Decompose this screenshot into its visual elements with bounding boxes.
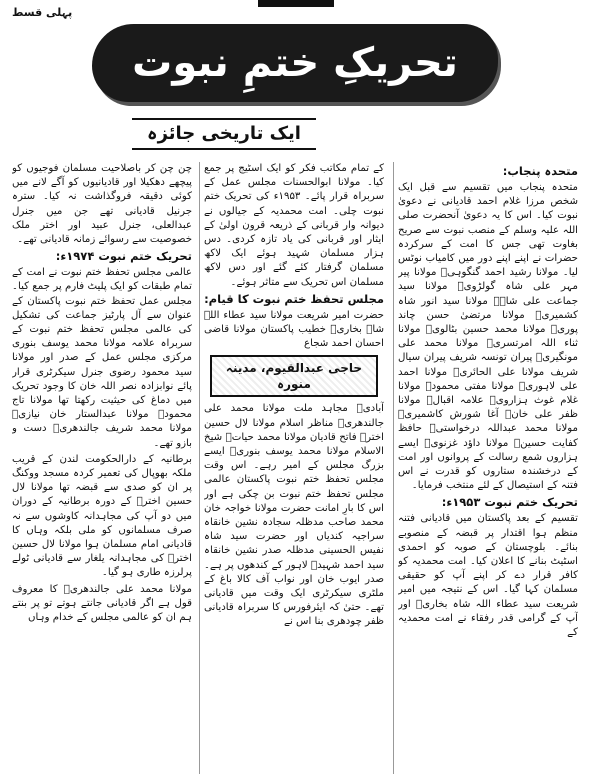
page-title: تحریکِ ختمِ نبوت (132, 40, 458, 86)
title-banner (92, 24, 498, 102)
article-paragraph: برطانیہ کے دارالحکومت لندن کے قریب ملکہ بھوپال کی تعمیر کردہ مسجد ووکنگ پر ان کو صدی سے قبضہ تھا مولانا لال حسین اخترؒ کے دورہ برطانیہ کے دوران میں دو آپ کی مجاہدانہ کاوشوں سے نہ صرف مسلمانوں کو ملی بلکہ وہاں کا قادیانی امام مسلمان ہوا مولانا لال حسین اخترؒ کی مجاہدانہ یلغار سے قادیانی ٹولے پرلرزہ طاری ہو گیا۔ (12, 453, 192, 579)
page-subtitle: ایک تاریخی جائزہ (147, 123, 301, 144)
author-byline-box: حاجی عبدالقیوم، مدینہ منورہ (210, 355, 378, 397)
article-column-right (398, 162, 578, 774)
article-paragraph: عالمی مجلس تحفظ ختم نبوت نے امت کے تمام طبقات کو ایک پلیٹ فارم پر جمع کیا۔ مجلس عمل تحفظ ختم نبوت پاکستان کے عنوان سے آل پارٹیز جماعت کی تشکیل کی عالمی مجلس تحفظ ختم نبوت کے سربراہ علامہ مولانا محمد یوسف بنوری مرکزی مجلس عمل کے صدر اور مولانا سید محمود رضوی جنرل سیکرٹری قرار پائے نوابزادہ نصر اللہ خان کا وجود تحریک میں دماغ کی حیثیت رکھتا تھا مولانا تاج محمودؒ مولانا عبدالستار خان نیازیؒ مولانا محمد شریف جالندھریؒ دست و بازو تھے۔ (12, 267, 192, 449)
top-tab-bar (258, 0, 334, 7)
article-paragraph: مولانا محمد علی جالندھریؒ کا معروف قول ہے اگر قادیانی جانتے ہوتے تو پر بنتے ہم ان کو عالمی مجلس کے خدام وہاں (12, 583, 192, 624)
article-paragraph: تقسیم کے بعد پاکستان میں قادیانی فتنہ منظم ہوا اقتدار پر قبضہ کے منصوبے بنائے۔ بلوچستان کے صوبہ کو احمدی اسٹیٹ بنانے کا اعلان کیا۔ امت محمدیہ کو کافر قرار دے کر اپنے آپ کو حقیقی مسلمان کہا گیا۔ اس کے نتیجہ میں امیر شریعت سید عطاء اللہ شاہ بخاریؒ اور آپ کے گرامی قدر رفقاء نے امت محمدیہ کے (398, 513, 578, 639)
article-paragraph: متحدہ پنجاب میں تقسیم سے قبل ایک شخص مرزا غلام احمد قادیانی نے دعویٰ نبوت کیا۔ اس کا یہ دعویٰ آنحضرت صلی اللہ علیہ وسلم کے منصب نبوت سے صریح بغاوت تھی جس کا امت کے سرکردہ حضرات نے اپنے اپنے دور میں کامیاب نوٹس لیا۔ مولانا رشید احمد گنگوہیؒ مولانا پیر مہر علی شاہ گولڑویؒ مولانا سید جماعت علی شاہؒ مولانا سید انور شاہ کشمیریؒ مولانا مرتضیٰ حسن چاند پوریؒ مولانا محمد حسین بٹالویؒ مولانا ثناء اللہ امرتسریؒ مولانا محمد علی مونگیریؒ پیران تونسہ شریف پیران سیال شریف مولانا علی الحائریؒ مولانا احمد علی لاہوریؒ مولانا مفتی محمودؒ مولانا غلام غوث ہزارویؒ علامہ اقبالؒ مولانا ظفر علی خانؒ آغا شورش کاشمیریؒ مولانا محمد عبداللہ درخواستیؒ حافظ کفایت حسینؒ مولانا داؤد غزنویؒ ایسے ہزاروں شمع رسالت کے پروانوں اور امت کے درخشندہ ستاروں کو قدرت نے اس فتنہ کے استیصال کے لئے منتخب فرمایا۔ (398, 182, 578, 492)
subtitle-banner (132, 118, 316, 150)
section-heading: متحدہ پنجاب: (502, 164, 578, 178)
episode-label: پہلی قسط (12, 6, 73, 19)
article-column-middle (204, 162, 384, 774)
article-paragraph: آبادیؒ مجاہد ملت مولانا محمد علی جالندھریؒ مناظر اسلام مولانا لال حسین اخترؒ فاتح قادیان مولانا محمد حیاتؒ شیخ الاسلام مولانا محمد یوسف بنوریؒ ایسے بزرگ مجلس کے امیر رہے۔ اس وقت مجلس تحفظ ختم نبوت پاکستان عالمی مجلس تحفظ ختم نبوت بن چکی ہے اور اس کا بارِ امانت حضرت مولانا خواجہ خان محمد صاحب مدظلہ سجادہ نشین خانقاہ سراجیہ کندیاں اور حضرت سید شاہ نفیس الحسینی مدظلہ صدر نشین خانقاہ سید احمد شہیدؒ لاہور کے کندھوں پر ہے۔ صدر ایوب خان اور نواب آف کالا باغ کے ملٹری سیکرٹری ایک وقت میں قادیانی تھے۔ حتیٰ کہ ایئرفورس کا سربراہ قادیانی ظفر چودھری بنا اس نے (204, 403, 384, 628)
article-paragraph: کے تمام مکاتب فکر کو ایک اسٹیج پر جمع کیا۔ مولانا ابوالحسنات مجلس عمل کے سربراہ قرار پائے۔ ۱۹۵۳ء کی تحریک ختم نبوت چلی۔ امت محمدیہ کے جیالوں نے دیوانہ وار قربانی کے ذریعہ قرون اولیٰ کے ایثار اور قربانی کی یاد تازہ کردی۔ دس ہزار مسلمان شہید ہوئے ایک لاکھ مسلمان گرفتار کئے گئے اور دس لاکھ مسلمان اس تحریک سے متاثر ہوئے۔ (204, 163, 384, 288)
article-column-left (12, 162, 192, 774)
article-paragraph: حضرت امیر شریعت مولانا سید عطاء اللہ شاہ بخاریؒ خطیب پاکستان مولانا قاضی احسان احمد شجاع (204, 309, 384, 350)
column-divider (199, 162, 200, 774)
article-paragraph: چن چن کر باصلاحیت مسلمان فوجیوں کو پیچھے دھکیلا اور قادیانیوں کو آگے لانے میں کوئی دقیقہ فروگذاشت نہ کیا۔ سترہ جرنیل قادیانی تھے جن میں جنرل عبدالعلی، جنرل عبید اور اختر ملک خصوصیت سے رسوائے زمانہ قادیانی تھے۔ (12, 163, 192, 246)
section-heading: مجلس تحفظ ختم نبوت کا قیام: (204, 291, 384, 306)
column-divider (393, 162, 394, 774)
section-heading: تحریک ختم نبوت ۱۹۷۴ء: (55, 249, 192, 264)
section-heading: تحریک ختم نبوت ۱۹۵۳ء: (441, 495, 578, 510)
